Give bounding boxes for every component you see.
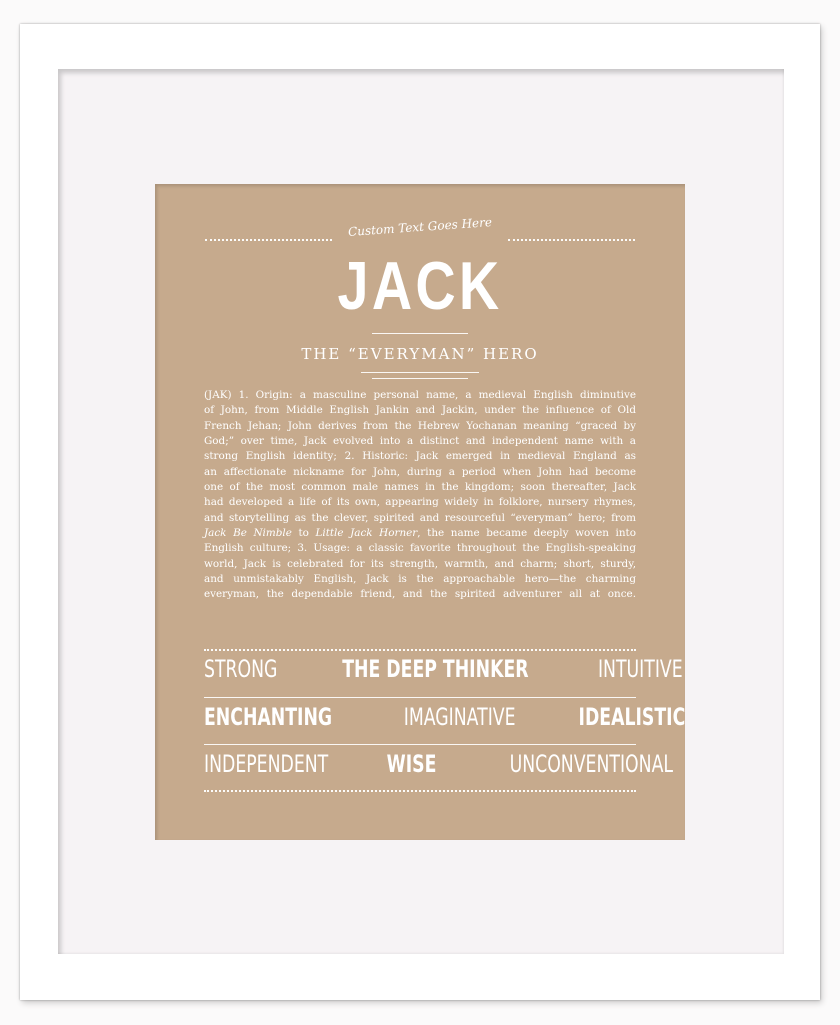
traits-dotted-rule-top bbox=[204, 649, 636, 651]
trait-word: WISE bbox=[386, 750, 436, 778]
definition-text: , the name became deeply woven into bbox=[417, 527, 636, 540]
trait-word: INTUITIVE bbox=[597, 655, 683, 683]
trait-word: STRONG bbox=[204, 655, 278, 683]
header-dotted-rule-left bbox=[205, 239, 332, 241]
definition-text: one of the most common male names in the kingdom; soon thereafter, Jack bbox=[204, 481, 636, 494]
definition-line bbox=[204, 388, 636, 403]
definition-text: to bbox=[291, 527, 316, 540]
trait-word: IDEALISTIC bbox=[578, 703, 686, 731]
definition-text: God;” over time, Jack evolved into a distinct and independent name with a bbox=[204, 435, 636, 448]
definition-text: and storytelling as the clever, spirited and resourceful “everyman” hero; from bbox=[204, 511, 636, 524]
trait-row-2 bbox=[204, 703, 686, 731]
definition-line bbox=[204, 587, 636, 602]
trait-row-3 bbox=[204, 750, 673, 778]
title-rule-top bbox=[372, 333, 468, 334]
trait-divider-1 bbox=[204, 697, 636, 698]
subtitle-rule-upper bbox=[361, 372, 479, 373]
definition-line bbox=[204, 541, 636, 556]
definition-text: French Jehan; John derives from the Hebrew Yochanan meaning “graced by bbox=[204, 419, 636, 432]
definition-line bbox=[204, 419, 636, 434]
definition-text: English culture; 3. Usage: a classic favorite throughout the English-speaking bbox=[204, 542, 636, 555]
definition-text: had developed a life of its own, appearing widely in folklore, nursery rhymes, bbox=[204, 496, 636, 509]
definition-line bbox=[204, 480, 636, 495]
definition-text: and unmistakably English, Jack is the approachable hero—the charming bbox=[204, 573, 636, 586]
definition-text: world, Jack is celebrated for its strength, warmth, and charm; short, sturdy, bbox=[204, 557, 636, 570]
definition-line bbox=[204, 465, 636, 480]
definition-title-italic: Little Jack Horner bbox=[315, 527, 418, 540]
definition-line bbox=[204, 572, 636, 587]
header-dotted-rule-right bbox=[508, 239, 635, 241]
custom-text: Custom Text Goes Here bbox=[347, 214, 493, 240]
trait-word: IMAGINATIVE bbox=[403, 703, 516, 731]
definition-text: (JAK) 1. Origin: a masculine personal name, a medieval English diminutive bbox=[204, 389, 636, 401]
name-definition bbox=[204, 388, 636, 603]
definition-line bbox=[204, 434, 636, 449]
traits-dotted-rule-bottom bbox=[204, 790, 636, 792]
name-subtitle: THE “EVERYMAN” HERO bbox=[301, 345, 539, 363]
definition-line bbox=[204, 449, 636, 464]
trait-word: UNCONVENTIONAL bbox=[509, 750, 673, 778]
definition-text: strong English identity; 2. Historic: Jack emerged in medieval England as bbox=[204, 450, 636, 463]
definition-text: of John, from Middle English Jankin and Jackin, under the influence of Old bbox=[204, 404, 636, 417]
trait-divider-2 bbox=[204, 744, 636, 745]
trait-word: ENCHANTING bbox=[204, 703, 333, 731]
trait-row-1 bbox=[204, 655, 683, 683]
definition-line bbox=[204, 511, 636, 526]
definition-text: everyman, the dependable friend, and the spirited adventurer all at once. bbox=[204, 588, 636, 601]
definition-line bbox=[204, 526, 636, 541]
definition-text: an affectionate nickname for John, during a period when John had become bbox=[204, 465, 636, 478]
name-title: JACK bbox=[337, 248, 503, 324]
subtitle-rule-lower bbox=[372, 378, 468, 379]
definition-title-italic: Jack Be Nimble bbox=[204, 527, 292, 540]
definition-line bbox=[204, 557, 636, 572]
trait-word: THE DEEP THINKER bbox=[342, 655, 529, 683]
name-print bbox=[155, 184, 685, 840]
trait-word: INDEPENDENT bbox=[204, 750, 329, 778]
definition-line bbox=[204, 403, 636, 418]
definition-line bbox=[204, 495, 636, 510]
